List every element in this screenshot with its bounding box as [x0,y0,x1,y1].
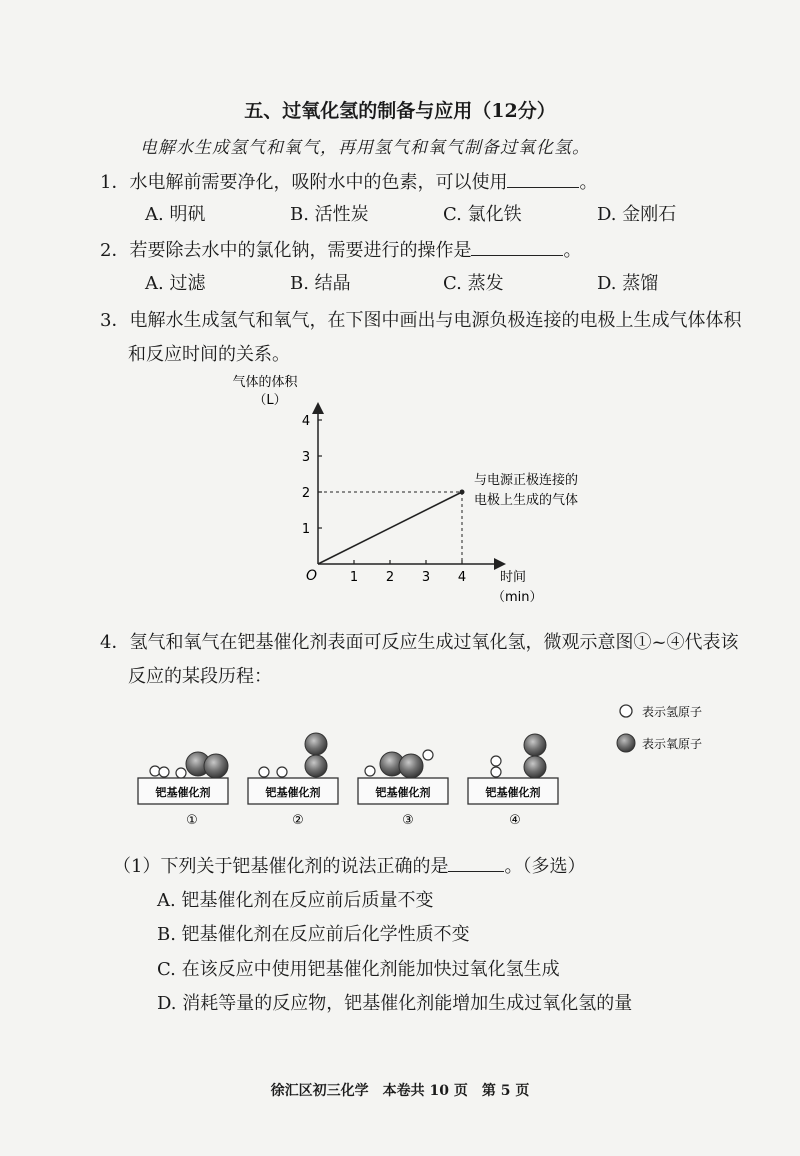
x-tick-label: 2 [385,570,395,585]
y-tick-label: 1 [301,522,311,537]
legend-oxygen-label: 表示氧原子 [642,737,703,751]
hydrogen-atom [259,767,269,777]
sub1-option-b: B. 钯基催化剂在反应前后化学性质不变 [157,924,470,945]
hydrogen-atom [176,768,186,778]
sub-question-text-end: 。（多选） [504,856,586,877]
hydrogen-atom-icon [620,705,632,717]
oxygen-atom-icon [617,734,635,752]
sub-question-1 [113,852,585,878]
answer-blank[interactable] [448,853,504,872]
series-lines [318,490,465,565]
atom-legend [612,698,732,758]
q2-option-a: A. 过滤 [145,273,206,294]
stage-label: ④ [509,813,521,828]
hydrogen-atom [365,766,375,776]
question-text-line1: 电解水生成氢气和氧气，在下图中画出与电源负极连接的电极上生成气体体积 [129,310,742,331]
x-axis-unit: （min） [492,590,543,605]
oxygen-atom [524,734,546,756]
question-2 [100,236,581,262]
y-axis-unit: （L） [253,393,287,408]
stage-label: ① [186,813,198,828]
y-tick-label: 4 [301,414,311,429]
q2-option-b: B. 结晶 [290,273,351,294]
stage-4 [468,734,558,828]
question-text: 水电解前需要净化，吸附水中的色素，可以使用 [129,172,508,193]
stage-1 [138,752,228,828]
question-text-end: 。 [563,240,582,261]
question-number: 2． [100,240,130,261]
sub1-option-c: C. 在该反应中使用钯基催化剂能加快过氧化氢生成 [157,959,560,980]
hydrogen-atom [491,756,501,766]
y-tick-label: 2 [301,486,311,501]
q2-option-d: D. 蒸馏 [597,273,659,294]
series-line [318,492,462,564]
hydrogen-atom [277,767,287,777]
question-number: 4． [100,632,130,653]
oxygen-atom [204,754,228,778]
reaction-stages-diagram [130,718,590,838]
answer-blank[interactable] [471,237,563,256]
q1-option-c: C. 氯化铁 [443,204,522,225]
question-1 [100,168,597,194]
question-4 [100,628,739,654]
series-end-point [460,490,465,495]
stage-label: ③ [402,813,414,828]
hydrogen-atom [159,767,169,777]
intro-text: 电解水生成氢气和氧气，再用氢气和氧气制备过氧化氢。 [140,138,590,158]
series-annotation-line2: 电极上生成的气体 [474,493,579,508]
q1-option-a: A. 明矾 [145,204,206,225]
catalyst-label: 钯基催化剂 [265,786,321,799]
sub-question-text: （1）下列关于钯基催化剂的说法正确的是 [113,856,449,877]
question-3 [100,306,741,332]
volume-time-chart [230,370,579,610]
question-number: 1． [100,172,130,193]
q2-option-c: C. 蒸发 [443,273,504,294]
hydrogen-atom [491,767,501,777]
y-axis-label: 气体的体积 [232,375,298,390]
oxygen-atom [524,756,546,778]
stage-label: ② [292,813,304,828]
sub1-option-d: D. 消耗等量的反应物，钯基催化剂能增加生成过氧化氢的量 [157,993,633,1014]
x-tick-label: 4 [457,570,467,585]
x-tick-label: 1 [349,570,359,585]
q1-option-d: D. 金刚石 [597,204,677,225]
oxygen-atom [305,733,327,755]
question-text: 若要除去水中的氯化钠，需要进行的操作是 [129,240,472,261]
question-4-line2: 反应的某段历程： [128,666,272,687]
y-tick-label: 3 [301,450,311,465]
question-number: 3． [100,310,130,331]
section-title: 五、过氧化氢的制备与应用（12分） [244,100,556,122]
page-footer: 徐汇区初三化学 本卷共 10 页 第 5 页 [270,1083,530,1099]
sub1-option-a: A. 钯基催化剂在反应前后质量不变 [157,890,434,911]
question-3-line2: 和反应时间的关系。 [128,344,290,365]
catalyst-label: 钯基催化剂 [485,786,541,799]
stage-3 [358,750,448,828]
question-text-line1: 氢气和氧气在钯基催化剂表面可反应生成过氧化氢，微观示意图①~④代表该 [129,632,739,653]
series-annotation-line1: 与电源正极连接的 [474,473,579,488]
oxygen-atom [399,754,423,778]
hydrogen-atom [423,750,433,760]
x-tick-label: 3 [421,570,431,585]
q1-option-b: B. 活性炭 [290,204,369,225]
oxygen-atom [305,755,327,777]
answer-blank[interactable] [507,169,579,188]
question-text-end: 。 [579,172,598,193]
origin-label: O [306,568,318,584]
catalyst-label: 钯基催化剂 [375,786,431,799]
x-axis-label: 时间 [500,570,527,585]
stage-2 [248,733,338,828]
legend-hydrogen-label: 表示氢原子 [642,705,703,719]
catalyst-label: 钯基催化剂 [155,786,211,799]
